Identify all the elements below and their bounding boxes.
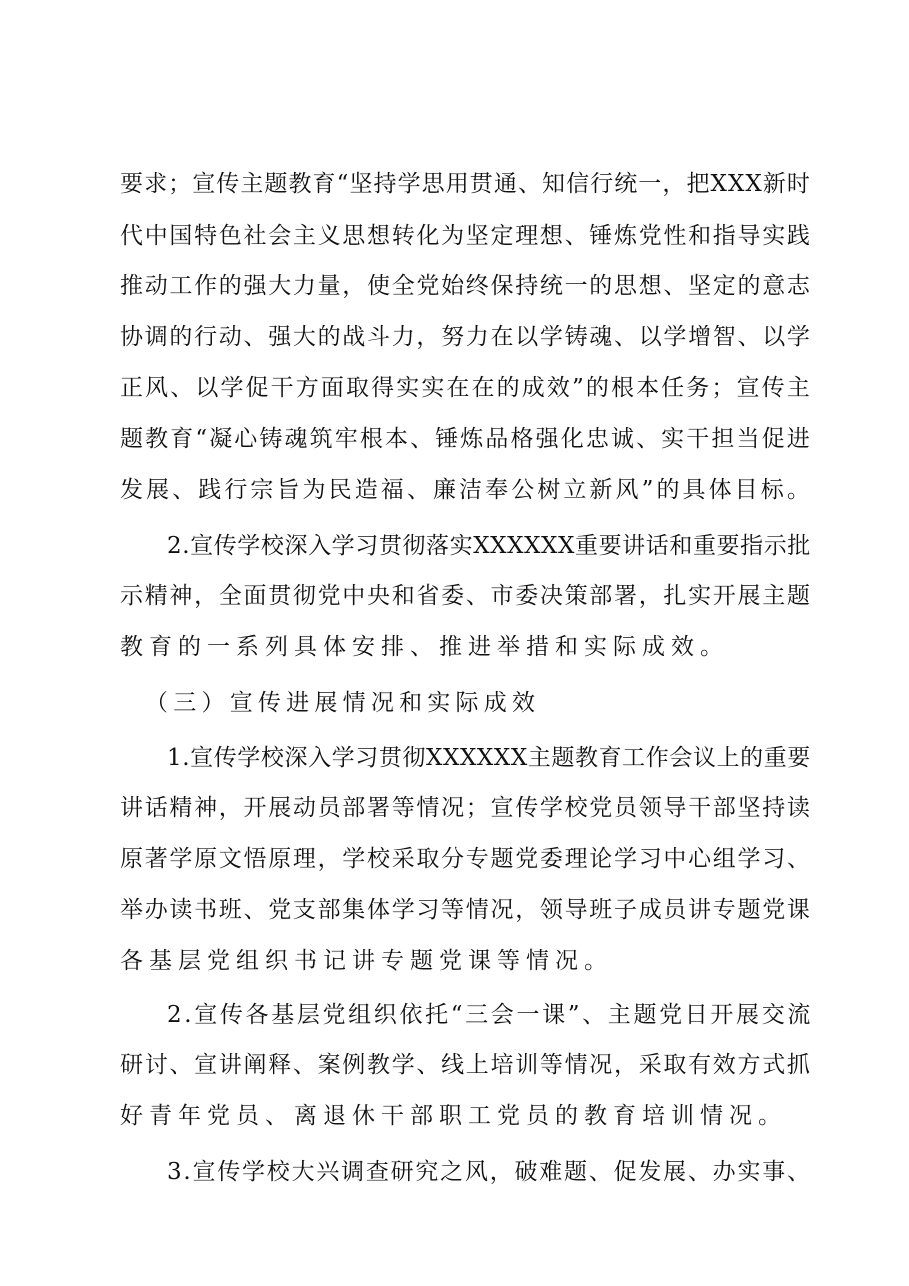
text-line [0, 627, 909, 667]
line-text: 发展、践行宗旨为民造福、廉洁奉公树立新风”的具体目标。 [120, 477, 813, 503]
text-line [0, 576, 909, 616]
text-line [0, 470, 909, 510]
text-line [0, 839, 909, 879]
text-line [0, 419, 909, 459]
line-text: 推动工作的强大力量，使全党始终保持统一的思想、坚定的意志 [120, 273, 812, 299]
line-text: 代中国特色社会主义思想转化为坚定理想、锤炼党性和指导实践 [120, 223, 812, 249]
text-line [0, 1045, 909, 1085]
line-text: 协调的行动、强大的战斗力，努力在以学铸魂、以学增智、以学 [120, 324, 812, 350]
line-text: 好青年党员、离退休干部职工党员的教育培训情况。 [120, 1103, 787, 1129]
text-line [0, 1152, 909, 1192]
text-line [0, 890, 909, 930]
text-line [0, 788, 909, 828]
text-line [0, 317, 909, 357]
text-line [0, 368, 909, 408]
line-text: 各基层党组织书记讲专题党课等情况。 [120, 948, 613, 974]
text-line [0, 164, 909, 204]
text-line [0, 738, 909, 778]
section-heading [0, 683, 909, 723]
text-line [0, 526, 909, 566]
text-line [0, 266, 909, 306]
line-text: 正风、以学促干方面取得实实在在的成效”的根本任务；宣传主 [120, 375, 812, 401]
line-text: 讲话精神，开展动员部署等情况；宣传学校党员领导干部坚持读 [120, 795, 812, 821]
text-line [0, 216, 909, 256]
line-text: 1.宣传学校深入学习贯彻XXXXXX主题教育工作会议上的重要 [167, 745, 811, 771]
text-line [0, 995, 909, 1035]
line-text: 题教育“凝心铸魂筑牢根本、锤炼品格强化忠诚、实干担当促进 [120, 426, 812, 452]
line-text: 2.宣传学校深入学习贯彻落实XXXXXX重要讲话和重要指示批 [167, 533, 811, 559]
line-text: 举办读书班、党支部集体学习等情况，领导班子成员讲专题党课 [120, 897, 812, 923]
line-text: 3.宣传学校大兴调查研究之风，破难题、促发展、办实事、 [167, 1159, 812, 1185]
line-text: 原著学原文悟原理，学校采取分专题党委理论学习中心组学习、 [120, 846, 812, 872]
text-line [0, 1096, 909, 1136]
heading-text: （三）宣传进展情况和实际成效 [145, 690, 541, 716]
line-text: 研讨、宣讲阐释、案例教学、线上培训等情况，采取有效方式抓 [120, 1052, 812, 1078]
text-line [0, 941, 909, 981]
line-text: 教育的一系列具体安排、推进举措和实际成效。 [120, 634, 729, 660]
line-text: 2.宣传各基层党组织依托“三会一课”、主题党日开展交流 [167, 1002, 814, 1028]
line-text: 要求；宣传主题教育“坚持学思用贯通、知信行统一，把XXX新时 [120, 171, 811, 197]
line-text: 示精神，全面贯彻党中央和省委、市委决策部署，扎实开展主题 [120, 583, 812, 609]
